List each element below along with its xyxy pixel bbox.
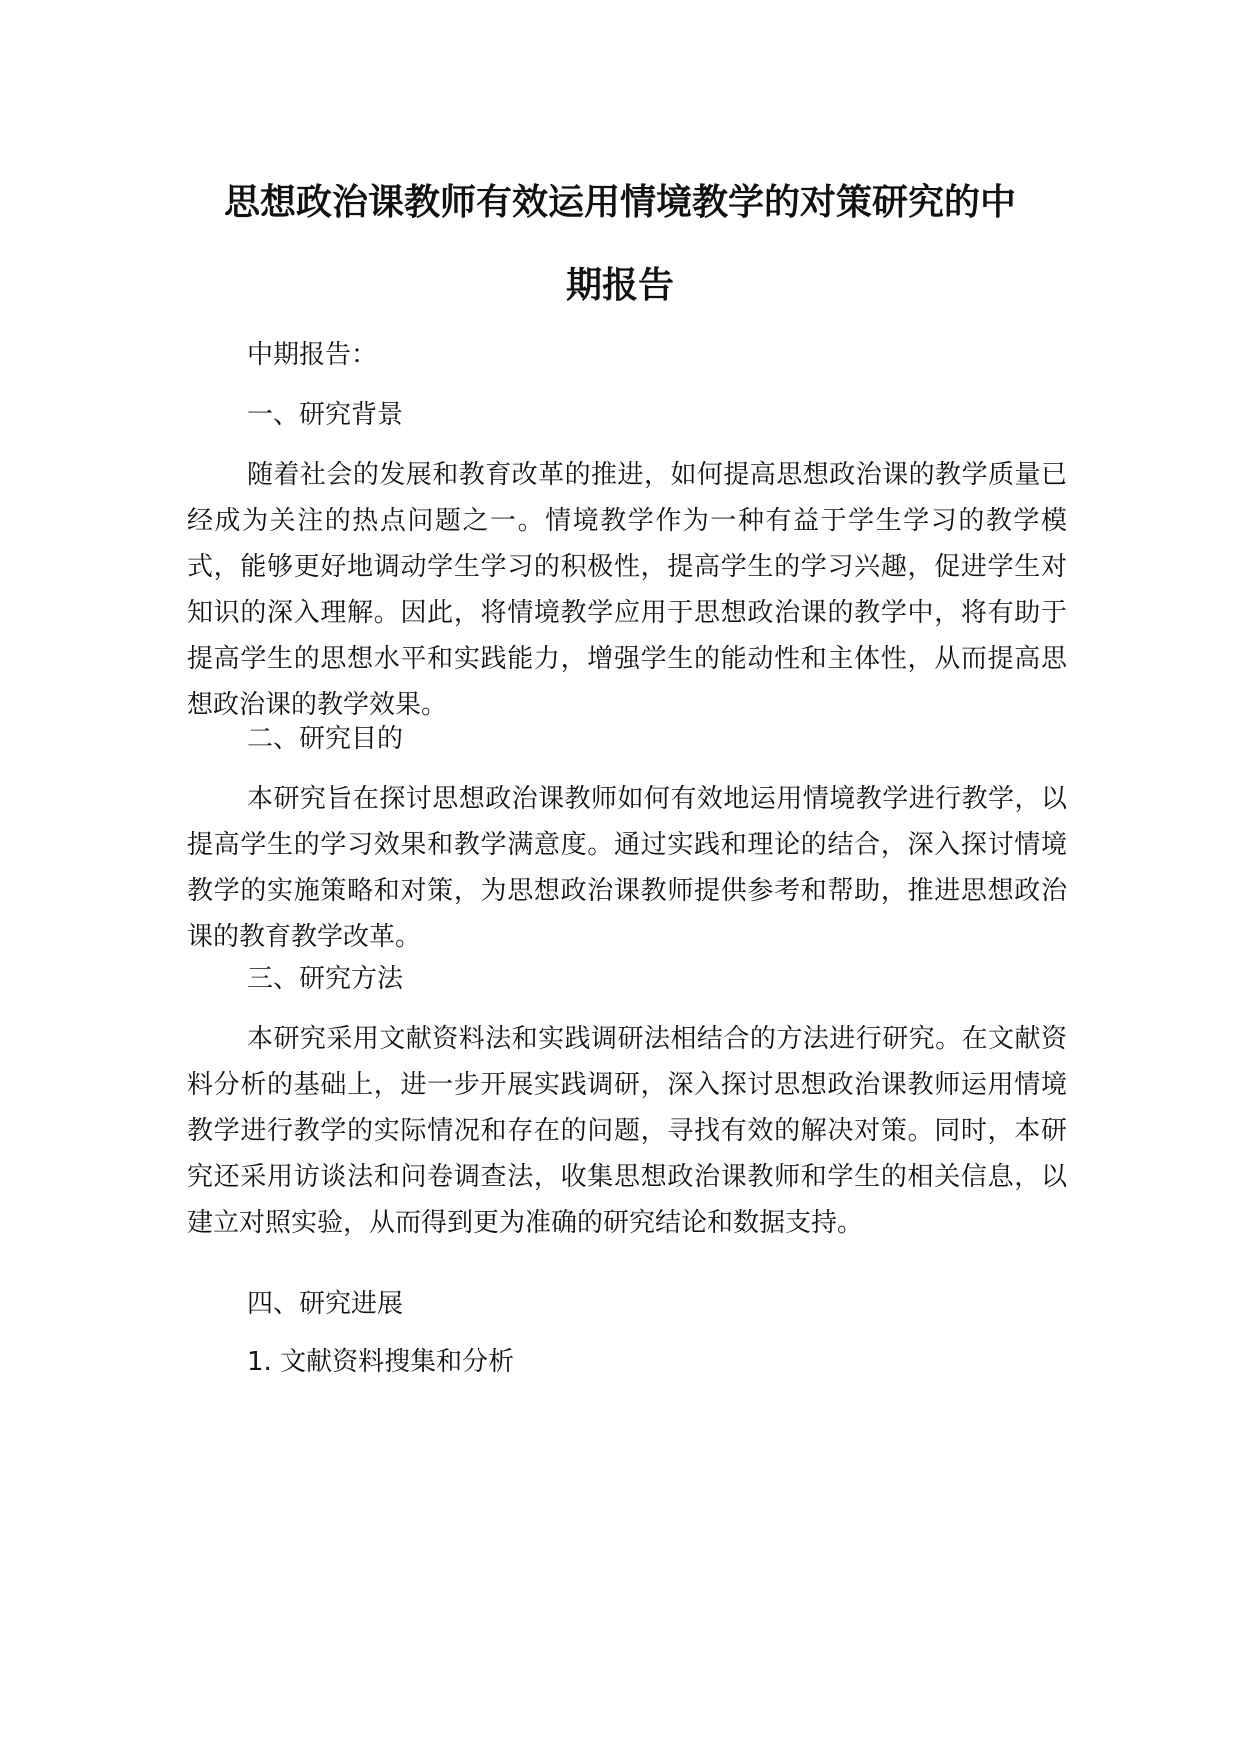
document-title-line-1: 思想政治课教师有效运用情境教学的对策研究的中 — [223, 182, 1016, 223]
section-heading-progress: 四、研究进展 — [247, 1289, 404, 1319]
section-heading-purpose: 二、研究目的 — [247, 724, 404, 754]
intro-label: 中期报告： — [247, 340, 378, 370]
section-paragraph-method: 本研究采用文献资料法和实践调研法相结合的方法进行研究。在文献资料分析的基础上，进一步开展实践调研，深入探讨思想政治课教师运用情境教学进行教学的实际情况和存在的问题，寻找有效的解决对策。同时，本研究还采用访谈法和问卷调查法，收集思想政治课教师和学生的相关信息，以建立对照实验，从而得到更为准确的研究结论和数据支持。 — [187, 1024, 1067, 1238]
section-paragraph-background: 随着社会的发展和教育改革的推进，如何提高思想政治课的教学质量已经成为关注的热点问题之一。情境教学作为一种有益于学生学习的教学模式，能够更好地调动学生学习的积极性，提高学生的学习兴趣，促进学生对知识的深入理解。因此，将情境教学应用于思想政治课的教学中，将有助于提高学生的思想水平和实践能力，增强学生的能动性和主体性，从而提高思想政治课的教学效果。 — [187, 460, 1067, 720]
document-title-line-2: 期报告 — [565, 265, 674, 306]
subsection-heading-literature: 1. 文献资料搜集和分析 — [247, 1347, 515, 1377]
section-paragraph-purpose: 本研究旨在探讨思想政治课教师如何有效地运用情境教学进行教学，以提高学生的学习效果和教学满意度。通过实践和理论的结合，深入探讨情境教学的实施策略和对策，为思想政治课教师提供参考和帮助，推进思想政治课的教育教学改革。 — [187, 784, 1067, 952]
section-heading-method: 三、研究方法 — [247, 964, 404, 994]
section-heading-background: 一、研究背景 — [247, 400, 404, 430]
